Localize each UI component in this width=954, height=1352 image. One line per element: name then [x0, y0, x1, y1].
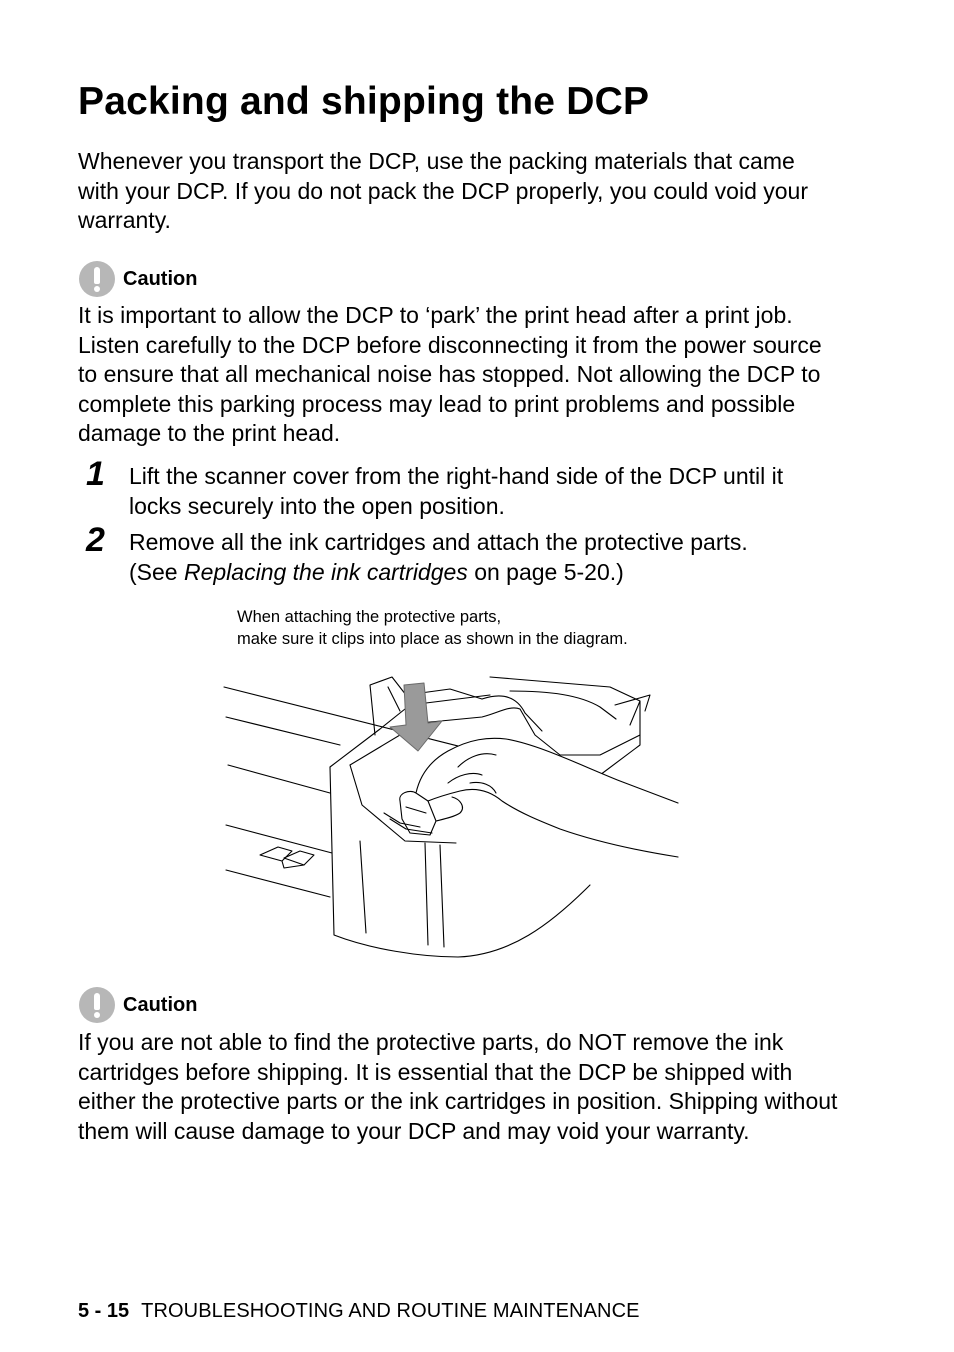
protective-parts-diagram	[220, 665, 685, 963]
figure-note	[237, 606, 628, 650]
intro-paragraph: Whenever you transport the DCP, use the packing materials that came with your DCP. If you do not pack the DCP properly, you could void your warranty.	[78, 148, 808, 234]
hand	[416, 738, 678, 803]
caution-icon	[79, 987, 115, 1023]
caution-heading-1	[79, 261, 197, 297]
section-name: TROUBLESHOOTING AND ROUTINE MAINTENANCE	[141, 1300, 640, 1322]
step-number-2: 2	[86, 521, 105, 559]
step-2-suffix: on page 5-20.)	[467, 558, 624, 585]
caution-icon	[79, 261, 115, 297]
step-2-line: Remove all the ink cartridges and attach the protective parts.	[129, 529, 748, 555]
page-footer	[78, 1300, 640, 1323]
caution-heading-2	[79, 987, 197, 1023]
page-number: 5 - 15	[78, 1300, 130, 1322]
figure-note-line-1: When attaching the protective parts,	[237, 608, 502, 626]
down-arrow	[390, 683, 442, 751]
caution-label: Caution	[123, 993, 198, 1016]
caution-text-2: If you are not able to find the protective parts, do NOT remove the ink cartridges before shipping. It is essential that the DCP be shipped with either the protective parts or the ink cartridges in position. Shipping without them will cause damage to your DCP and may void your warranty.	[78, 1029, 838, 1144]
step-2-prefix: (See	[129, 558, 184, 585]
step-text-2	[129, 528, 829, 587]
caution-text-1: It is important to allow the DCP to ‘park’ the print head after a print job. Listen carefully to the DCP before disconnecting it from the power source to ensure that all mechanical noise has stopped. Not allowing the DCP to complete this parking process may lead to print problems and possible damage to the print head.	[78, 302, 822, 447]
figure-note-line-2: make sure it clips into place as shown in the diagram.	[237, 630, 628, 648]
caution-label: Caution	[123, 267, 198, 290]
step-number-1: 1	[86, 455, 105, 493]
scanner-cover	[490, 677, 640, 725]
cross-reference-link[interactable]: Replacing the ink cartridges	[183, 558, 468, 585]
step-text-1: Lift the scanner cover from the right-hand side of the DCP until it locks securely into the open position.	[129, 463, 784, 519]
page-title: Packing and shipping the DCP	[78, 80, 650, 123]
